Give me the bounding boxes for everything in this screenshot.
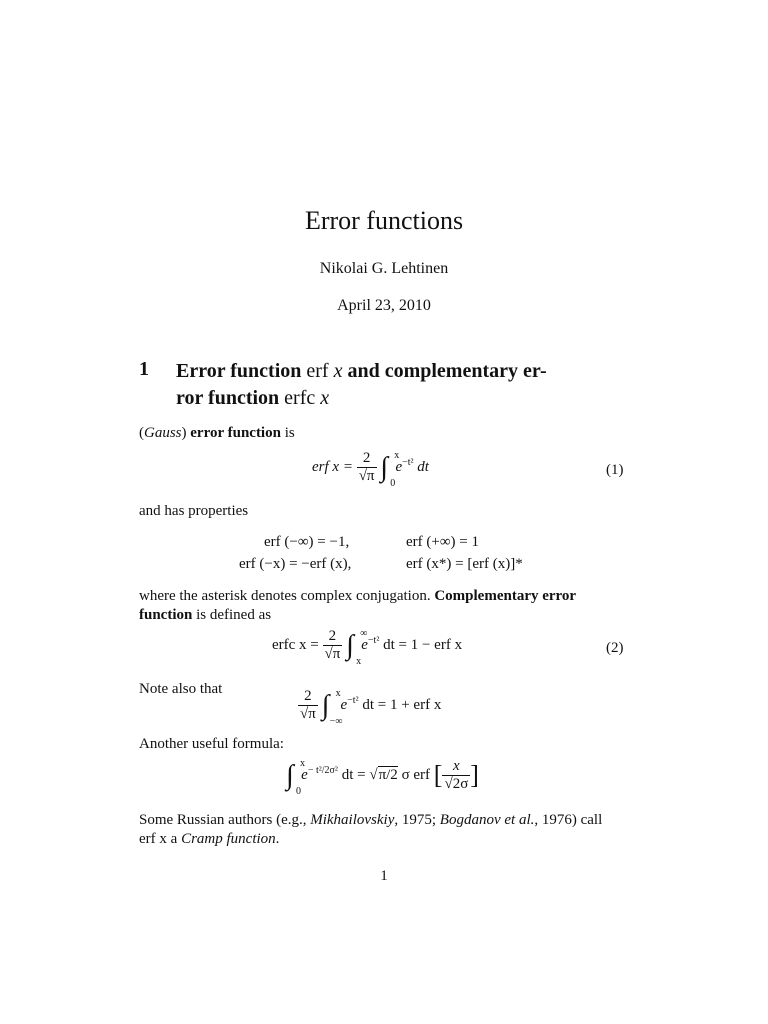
equation-2: erfc x = $\frac{2}{√\pi}$ ∫ ∞ x $e^{-t^2}$ dt = 1 − erf x [272,627,463,667]
paragraph-note: Note also that [139,681,223,697]
paper-title: Error functions [304,206,464,235]
equation-2-number: (2) [606,640,624,656]
property-erf-minus-inf: erf (−∞) = −1, [264,534,350,550]
paragraph-gauss: (Gauss) error function is [139,425,295,441]
paragraph-complementary: where the asterisk denotes complex conjugation. Complementary error function is defined as [139,588,577,623]
property-erf-odd: erf (−x) = −erf (x), [239,556,352,572]
equation-1-number: (1) [606,462,624,478]
property-erf-plus-inf: erf (+∞) = 1 [406,534,480,550]
paragraph-formula: Another useful formula: [139,736,284,752]
paragraph-properties: and has properties [139,503,249,519]
section-title: Error function erf x and complementary er- ror function erfc x [176,360,547,409]
section-number: 1 [139,358,149,380]
author-name: Nikolai G. Lehtinen [319,260,449,277]
equation-4: ∫ x 0 $e^{- t^2/2\sigma^2}$ dt = √π/2 σ erf [ $\frac{x}{√2\sigma}$ ] [286,757,479,797]
publication-date: April 23, 2010 [337,297,431,314]
paragraph-russian-authors: Some Russian authors (e.g., Mikhailovskiy, 1975; Bogdanov et al., 1976) call erf x a Cramp function. [139,812,603,847]
equation-1: erf x = $\frac{2}{√\pi}$ ∫ x 0 $e^{-t^2}$ dt [312,449,429,489]
equation-3: $\frac{2}{√\pi}$ ∫ x −∞ $e^{-t^2}$ dt = 1 + erf x [300,687,442,727]
property-erf-conjugate: erf (x*) = [erf (x)]* [406,556,523,572]
page-number: 1 [380,868,388,884]
